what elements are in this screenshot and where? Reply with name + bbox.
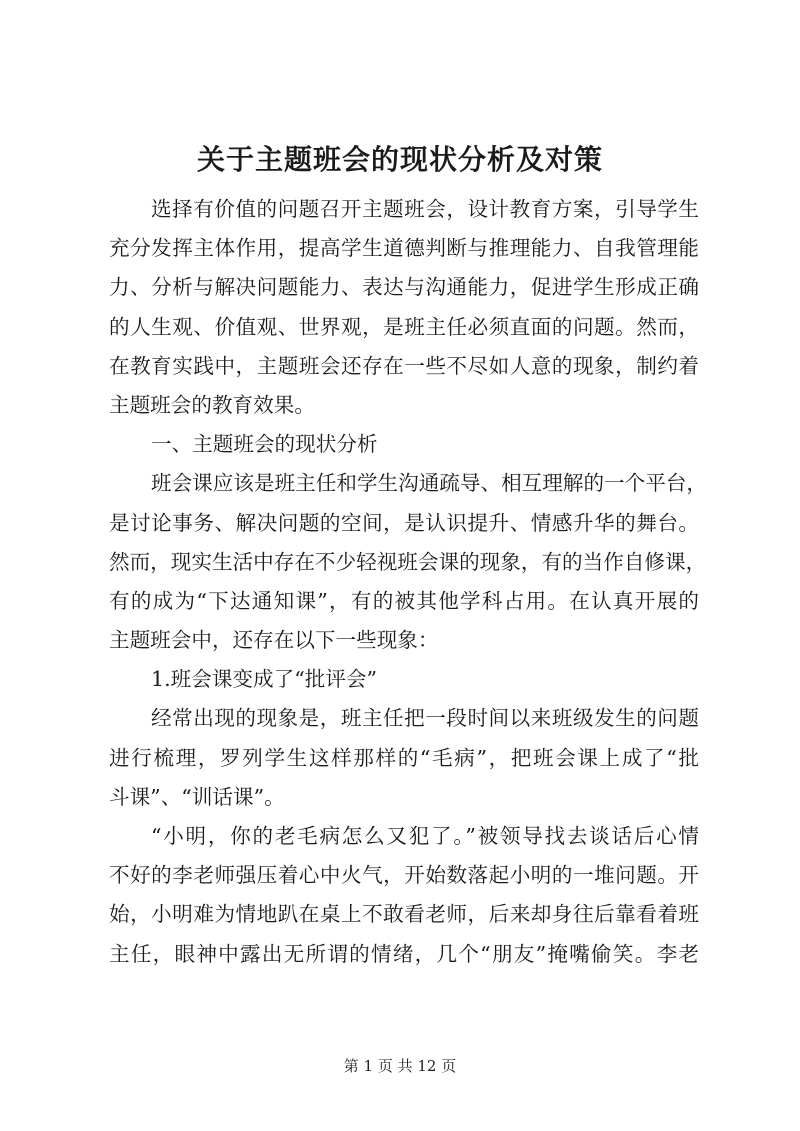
paragraph-line: 是讨论事务、解决问题的空间，是认识提升、情感升华的舞台。 [109, 510, 699, 535]
paragraph-line: “小明，你的老毛病怎么又犯了。”被领导找去谈话后心情 [151, 824, 699, 848]
paragraph-line: 的人生观、价值观、世界观，是班主任必须直面的问题。然而， [109, 314, 699, 339]
paragraph-line: 主题班会的教育效果。 [109, 392, 315, 417]
document-body [109, 190, 708, 974]
paragraph-line: 斗课”、“训话课”。 [109, 784, 285, 809]
paragraph-line: 经常出现的现象是，班主任把一段时间以来班级发生的问题 [151, 706, 699, 731]
paragraph-line: 主任，眼神中露出无所谓的情绪，几个“朋友”掩嘴偷笑。李老 [109, 941, 699, 966]
subsection-heading: 1.班会课变成了“批评会” [151, 667, 378, 692]
paragraph-line: 力、分析与解决问题能力、表达与沟通能力，促进学生形成正确 [109, 275, 699, 300]
page-number-footer: 第 1 页 共 12 页 [343, 1057, 457, 1075]
paragraph-line: 在教育实践中，主题班会还存在一些不尽如人意的现象，制约着 [109, 353, 699, 378]
paragraph-line: 充分发挥主体作用，提高学生道德判断与推理能力、自我管理能 [109, 236, 699, 261]
paragraph-line: 始，小明难为情地趴在桌上不敢看老师，后来却身往后靠看着班 [109, 902, 699, 927]
document-title: 关于主题班会的现状分析及对策 [196, 143, 603, 176]
section-heading: 一、主题班会的现状分析 [151, 432, 378, 457]
paragraph-line: 班会课应该是班主任和学生沟通疏导、相互理解的一个平台， [151, 471, 708, 496]
paragraph-line: 不好的李老师强压着心中火气，开始数落起小明的一堆问题。开 [109, 863, 699, 888]
paragraph-line: 进行梳理，罗列学生这样那样的“毛病”，把班会课上成了“批 [109, 745, 699, 770]
paragraph-line: 有的成为“下达通知课”，有的被其他学科占用。在认真开展的 [109, 588, 699, 613]
paragraph-line: 主题班会中，还存在以下一些现象： [109, 628, 439, 653]
paragraph-line: 然而，现实生活中存在不少轻视班会课的现象，有的当作自修课， [109, 549, 707, 574]
paragraph-line: 选择有价值的问题召开主题班会，设计教育方案，引导学生 [151, 197, 699, 221]
